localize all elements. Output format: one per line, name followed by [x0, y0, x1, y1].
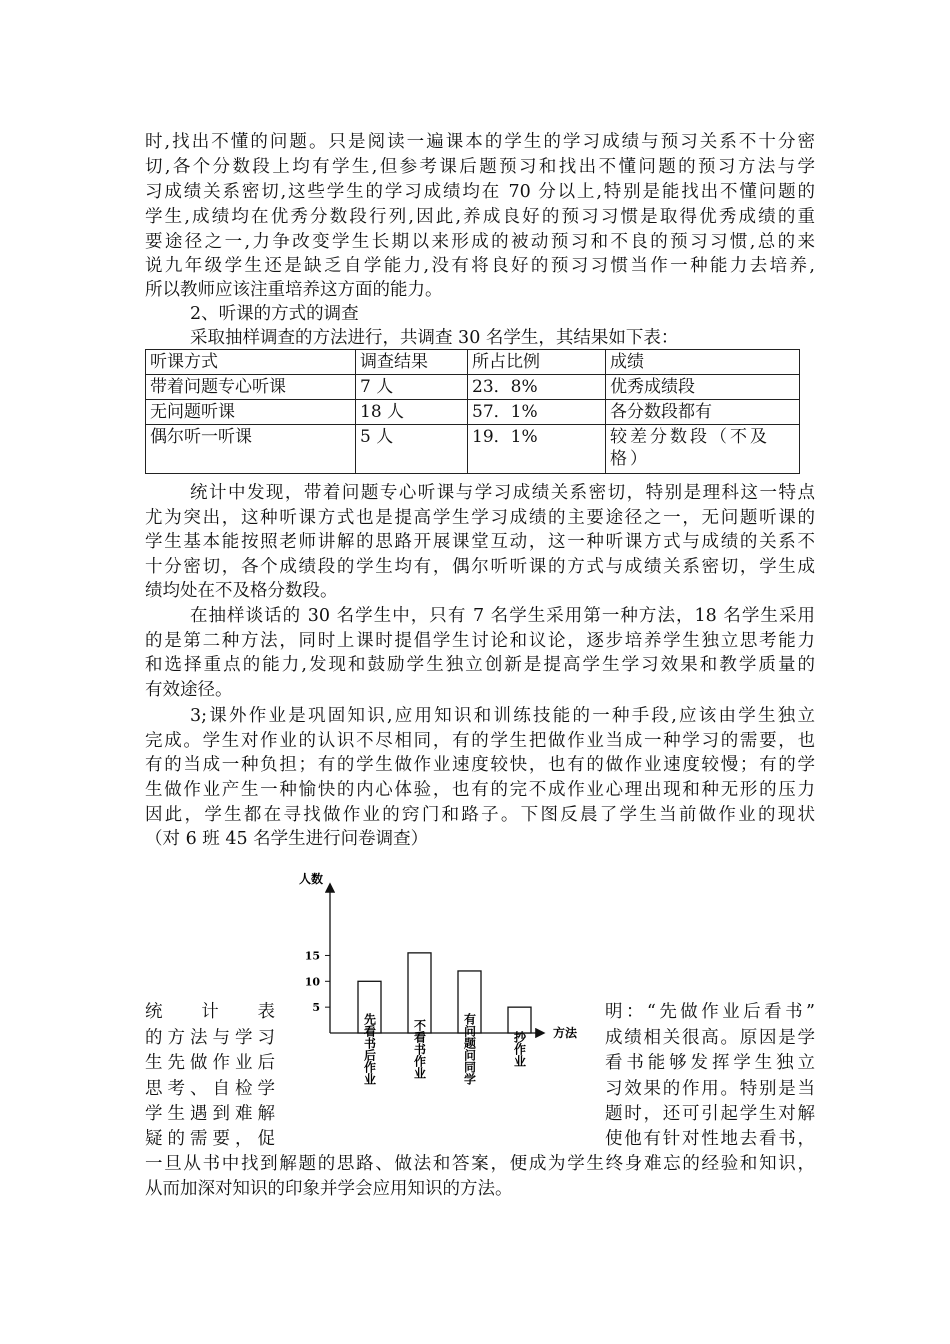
text-line: 因此，学生都在寻找做作业的窍门和路子。下图反晨了学生当前做作业的现状 — [145, 805, 815, 825]
text-line: 绩均处在不及格分数段。 — [145, 581, 338, 601]
text-line: 完成。学生对作业的认识不尽相同，有的学生把做作业当成一种学习的需要，也 — [145, 731, 815, 751]
text-line: 的是第二种方法，同时上课时提倡学生讨论和议论，逐步培养学生独立思考能力 — [145, 631, 815, 651]
table-header-cell: 所占比例 — [468, 350, 606, 375]
text-line: 尤为突出，这种听课方式也是提高学生学习成绩的主要途径之一，无问题听课的 — [145, 508, 815, 528]
table-cell: 无问题听课 — [146, 400, 356, 425]
text-line: 习成绩关系密切,这些学生的学习成绩均在 70 分以上,特别是能找出不懂问题的 — [145, 182, 815, 202]
text-line: 生先做作业后 — [145, 1053, 275, 1073]
table-row — [146, 425, 800, 474]
text-line: 题时，还可引起学生对解 — [605, 1104, 815, 1124]
table-cell: 偶尔听一听课 — [146, 425, 356, 474]
text-line: 疑的需要，促 — [145, 1129, 275, 1149]
section-title: 2、听课的方式的调查 — [190, 304, 359, 324]
text-line: 使他有针对性地去看书， — [605, 1129, 815, 1149]
text-line: （对 6 班 45 名学生进行问卷调查） — [145, 829, 429, 849]
y-tick-label: 5 — [312, 1001, 320, 1015]
y-axis-label: 人数 — [299, 872, 324, 886]
text-line: 的方法与学习 — [145, 1028, 275, 1048]
table-cell: 各分数段都有 — [606, 400, 800, 425]
table-cell: 5 人 — [356, 425, 468, 474]
text-line: 3;课外作业是巩固知识,应用知识和训练技能的一种手段,应该由学生独立 — [190, 706, 815, 726]
table-cell: 带着问题专心听课 — [146, 375, 356, 400]
text-line: 有效途径。 — [145, 680, 233, 700]
table-header-cell: 成绩 — [606, 350, 800, 375]
text-line: 有的当成一种负担；有的学生做作业速度较快，也有的做作业速度较慢；有的学 — [145, 755, 815, 775]
x-category-label: 先看书后作业 — [362, 1013, 377, 1085]
text-line: 习效果的作用。特别是当 — [605, 1079, 815, 1099]
text-line: 所以教师应该注重培养这方面的能力。 — [145, 280, 443, 300]
text-line: 要途径之一,力争改变学生长期以来形成的被动预习和不良的预习习惯,总的来 — [145, 232, 815, 252]
text-line: 明：“先做作业后看书” — [605, 1002, 815, 1022]
text-line: 成绩相关很高。原因是学 — [605, 1028, 815, 1048]
text-line: 学生基本能按照老师讲解的思路开展课堂互动，这一种听课方式与成绩的关系不 — [145, 532, 815, 552]
x-category-label: 有问题问同学 — [462, 1013, 477, 1085]
text-line: 从而加深对知识的印象并学会应用知识的方法。 — [145, 1179, 513, 1199]
table-cell: 57．1% — [468, 400, 606, 425]
text-line: 切,各个分数段上均有学生,但参考课后题预习和找出不懂问题的预习方法与学 — [145, 157, 815, 177]
text-line: 说九年级学生还是缺乏自学能力,没有将良好的预习习惯当作一种能力去培养, — [145, 256, 815, 276]
listening-survey-table — [145, 349, 800, 474]
text-line: 在抽样谈话的 30 名学生中，只有 7 名学生采用第一种方法，18 名学生采用 — [190, 606, 815, 626]
table-cell: 23．8% — [468, 375, 606, 400]
text-line: 和选择重点的能力,发现和鼓励学生独立创新是提高学生学习效果和教学质量的 — [145, 655, 815, 675]
text-line: 生做作业产生一种愉快的内心体验，也有的完不成作业心理出现和种无形的压力 — [145, 780, 815, 800]
table-header-row — [146, 350, 800, 375]
x-category-label: 不看书作业 — [412, 1019, 427, 1079]
text-line: 十分密切，各个成绩段的学生均有，偶尔听听课的方式与成绩关系密切，学生成 — [145, 557, 815, 577]
bar — [508, 1007, 531, 1033]
x-category-label: 抄作业 — [512, 1031, 527, 1067]
table-cell: 18 人 — [356, 400, 468, 425]
text-line: 统计中发现，带着问题专心听课与学习成绩关系密切，特别是理科这一特点 — [190, 483, 815, 503]
y-tick-label: 10 — [304, 975, 320, 989]
table-cell: 较差分数段（不及格） — [606, 425, 800, 474]
table-cell: 7 人 — [356, 375, 468, 400]
table-row — [146, 400, 800, 425]
table-row — [146, 375, 800, 400]
text-line: 看书能够发挥学生独立 — [605, 1053, 815, 1073]
homework-bar-chart — [285, 865, 605, 1135]
text-line: 学生遇到难解 — [145, 1104, 275, 1124]
x-axis-label: 方法 — [553, 1026, 578, 1040]
text-line: 一旦从书中找到解题的思路、做法和答案，便成为学生终身难忘的经验和知识， — [145, 1154, 815, 1174]
table-cell: 优秀成绩段 — [606, 375, 800, 400]
y-tick-label: 15 — [304, 949, 320, 963]
text-line: 时,找出不懂的问题。只是阅读一遍课本的学生的学习成绩与预习关系不十分密 — [145, 132, 815, 152]
section-intro: 采取抽样调查的方法进行，共调查 30 名学生，其结果如下表： — [190, 328, 679, 348]
text-line: 思考、自检学 — [145, 1079, 275, 1099]
table-cell: 19．1% — [468, 425, 606, 474]
table-header-cell: 听课方式 — [146, 350, 356, 375]
text-line: 学生,成绩均在优秀分数段行列,因此,养成良好的预习习惯是取得优秀成绩的重 — [145, 207, 815, 227]
text-line: 统 计 表 — [145, 1002, 275, 1022]
table-header-cell: 调查结果 — [356, 350, 468, 375]
